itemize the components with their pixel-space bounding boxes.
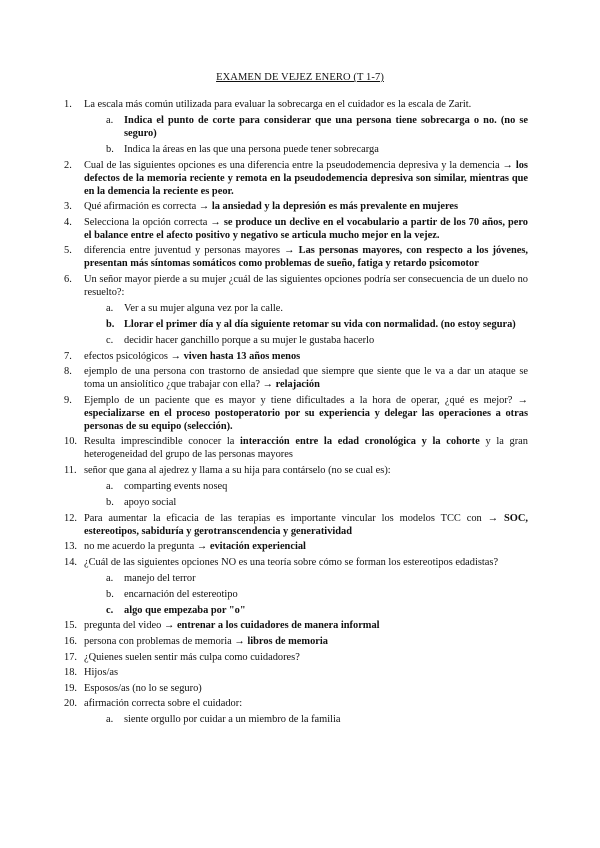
question-text: Selecciona la opción correcta [84, 216, 208, 228]
option-letter: a. [106, 714, 114, 726]
question-number: 1. [64, 99, 72, 110]
question-number: 14. [64, 556, 77, 568]
question-number: 8. [64, 366, 72, 378]
answer-text: Las personas mayores, con respecto a los jóvenes, presentan más síntomas somáticos como problemas de sueño, fatiga y retardo psicomotor [84, 245, 528, 270]
option-a [106, 114, 528, 140]
option-c [106, 604, 528, 617]
option-letter: a. [106, 115, 114, 126]
question-text: no me acuerdo la pregunta [84, 541, 195, 553]
arrow-icon: → [210, 216, 221, 228]
question-number: 13. [64, 541, 77, 553]
option-letter: b. [106, 144, 114, 155]
question-text: Cual de las siguientes opciones es una diferencia entre la pseudodemencia depresiva y la demencia [84, 159, 500, 171]
option-b [106, 318, 528, 331]
option-letter: c. [106, 604, 114, 616]
question-10 [64, 435, 528, 461]
question-19 [64, 682, 528, 695]
answer-text: especializarse en el proceso postoperatorio por su experiencia y delegar las operaciones a otras personas de su equipo (selección). [84, 407, 528, 432]
option-letter: b. [106, 496, 114, 508]
arrow-icon: → [196, 541, 208, 553]
question-number: 17. [64, 651, 77, 663]
question-number: 6. [64, 273, 72, 285]
arrow-icon: → [502, 159, 513, 171]
question-number: 2. [64, 159, 72, 171]
question-11 [64, 464, 528, 509]
option-letter: c. [106, 334, 114, 346]
question-number: 19. [64, 682, 77, 694]
question-number: 4. [64, 216, 72, 228]
question-text: afirmación correcta sobre el cuidador: [84, 698, 243, 710]
answer-text: libros de memoria [247, 635, 328, 647]
question-text: efectos psicológicos [84, 350, 168, 362]
question-9 [64, 394, 528, 433]
option-text-answer: Llorar el primer día y al día siguiente retomar su vida con normalidad. (no estoy segura) [124, 318, 516, 330]
option-b [106, 143, 528, 156]
question-7 [64, 350, 528, 363]
option-a [106, 572, 528, 585]
option-text: decidir hacer ganchillo porque a su mujer le gustaba hacerlo [124, 334, 375, 346]
question-18 [64, 666, 528, 679]
arrow-icon: → [163, 620, 175, 632]
question-number: 12. [64, 512, 77, 524]
question-text: persona con problemas de memoria [84, 635, 232, 647]
option-text: Ver a su mujer alguna vez por la calle. [124, 302, 283, 314]
question-4 [64, 216, 528, 242]
question-text: Hijos/as [84, 667, 119, 679]
question-text: diferencia entre juventud y personas mayores [84, 245, 281, 257]
option-b [106, 496, 528, 509]
option-text-answer: Indica el punto de corte para considerar que una persona tiene sobrecarga o no. (no se seguro) [124, 115, 528, 139]
question-5 [64, 244, 528, 270]
question-text: Qué afirmación es correcta [84, 201, 197, 213]
option-a [106, 713, 528, 726]
question-number: 11. [64, 464, 77, 476]
option-letter: a. [106, 572, 114, 584]
question-12 [64, 512, 528, 538]
arrow-icon: → [284, 245, 295, 257]
question-number: 10. [64, 436, 77, 448]
option-letter: a. [106, 480, 114, 492]
question-text: Para aumentar la eficacia de las terapias es importante vincular los modelos TCC con [84, 512, 482, 524]
option-a [106, 302, 528, 315]
question-number: 9. [64, 394, 72, 406]
question-text: Ejemplo de un paciente que es mayor y tiene dificultades a la hora de operar, ¿qué es mejor? [84, 394, 513, 406]
arrow-icon: → [198, 201, 210, 213]
question-3 [64, 200, 528, 213]
arrow-icon: → [517, 394, 528, 406]
arrow-icon: → [234, 635, 245, 647]
option-letter: a. [106, 302, 114, 314]
question-text: La escala más común utilizada para evaluar la sobrecarga en el cuidador es la escala de Zarit. [84, 99, 472, 110]
question-number: 18. [64, 667, 77, 679]
question-text: ejemplo de una persona con trastorno de ansiedad que siempre que siente que le va a dar un ataque se toma un ansiolítico ¿que trabajar con ella? [84, 366, 528, 391]
arrow-icon: → [487, 512, 499, 524]
option-c [106, 334, 528, 347]
question-text-end: y la gran heterogeneidad del grupo de las personas mayores [84, 436, 528, 461]
answer-text: los defectos de la memoria reciente y remota en la pseudodemencia depresiva son similar, mientras que en la demencia la reciente es peor. [84, 159, 528, 197]
question-17 [64, 651, 528, 664]
question-2 [64, 159, 528, 198]
question-number: 16. [64, 635, 77, 647]
page-title: EXAMEN DE VEJEZ ENERO (T 1-7) [216, 72, 384, 83]
option-letter: b. [106, 318, 115, 330]
question-14 [64, 556, 528, 617]
option-text: encarnación del estereotipo [124, 588, 238, 600]
question-13 [64, 540, 528, 553]
question-text: señor que gana al ajedrez y llama a su hija para contárselo (no se cual es): [84, 464, 391, 476]
answer-text: evitación experiencial [209, 541, 306, 553]
question-text: Esposos/as (no lo se seguro) [84, 682, 202, 694]
question-number: 15. [64, 620, 77, 632]
question-text: pregunta del video [84, 620, 162, 632]
question-text: Resulta imprescindible conocer la [84, 436, 235, 448]
answer-text: viven hasta 13 años menos [183, 350, 301, 362]
option-text: Indica la áreas en las que una persona puede tener sobrecarga [124, 144, 379, 155]
arrow-icon: → [262, 379, 273, 391]
answer-text: se produce un declive en el vocabulario a partir de los 70 años, pero el balance entre el afecto positivo y negativo se articula mucho mejor en la vejez. [84, 216, 528, 241]
answer-text: interacción entre la edad cronológica y la cohorte [240, 436, 480, 448]
question-text: ¿Quienes suelen sentir más culpa como cuidadores? [84, 651, 300, 663]
question-1 [64, 98, 528, 156]
option-text-answer: algo que empezaba por "o" [124, 604, 246, 616]
answer-text: entrenar a los cuidadores de manera informal [176, 620, 380, 632]
option-a [106, 480, 528, 493]
option-text: manejo del terror [124, 572, 196, 584]
answer-text: SOC, estereotipos, sabiduría y gerotranscendencia y generatividad [84, 512, 528, 537]
question-number: 3. [64, 201, 72, 213]
question-number: 5. [64, 245, 72, 257]
question-15 [64, 619, 528, 632]
option-text: siente orgullo por cuidar a un miembro de la familia [124, 714, 341, 726]
question-number: 20. [64, 698, 77, 710]
option-text: apoyo social [124, 496, 177, 508]
option-letter: b. [106, 588, 114, 600]
question-20 [64, 697, 528, 726]
question-text: Un señor mayor pierde a su mujer ¿cuál de las siguientes opciones podría ser consecuencia de un duelo no resuelto?: [84, 273, 528, 298]
question-number: 7. [64, 350, 72, 362]
question-6 [64, 273, 528, 347]
question-16 [64, 635, 528, 648]
option-text: comparting events noseq [124, 480, 228, 492]
answer-text: la ansiedad y la depresión es más prevalente en mujeres [211, 201, 459, 213]
question-text: ¿Cuál de las siguientes opciones NO es una teoría sobre cómo se forman los estereotipos edadistas? [84, 556, 499, 568]
option-b [106, 588, 528, 601]
arrow-icon: → [170, 350, 181, 362]
question-list [64, 98, 528, 729]
question-8 [64, 365, 528, 391]
answer-text: relajación [275, 379, 320, 391]
